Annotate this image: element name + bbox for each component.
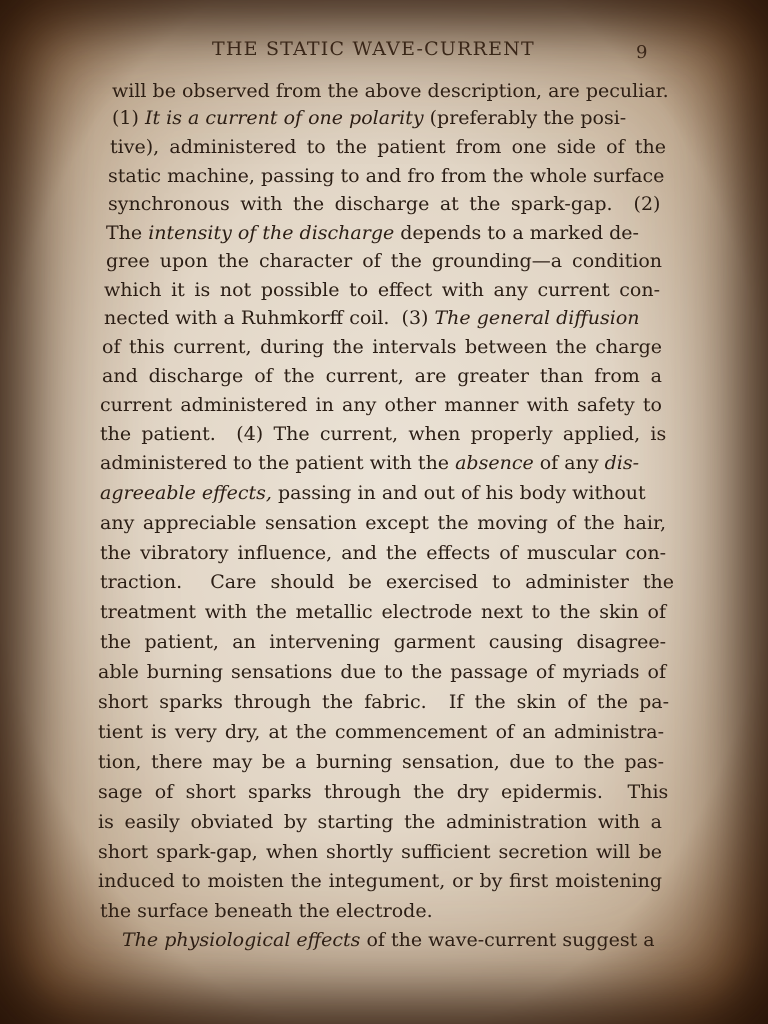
text-line: short spark-gap, when shortly sufficient secretion will be: [98, 841, 662, 863]
italic-phrase: dis-: [604, 452, 640, 474]
italic-phrase: intensity of the discharge: [148, 222, 395, 244]
text-line: is easily obviated by starting the administration with a: [98, 811, 662, 833]
text-line: traction. Care should be exercised to administer the: [100, 571, 674, 593]
text-line: (1) It is a current of one polarity (preferably the posi-: [112, 103, 668, 133]
text-line: the patient, an intervening garment causing disagree-: [100, 631, 666, 653]
text-line: short sparks through the fabric. If the skin of the pa-: [98, 691, 670, 713]
italic-phrase: The general diffusion: [434, 307, 640, 329]
text-line: nected with a Ruhmkorff coil. (3) The general diffusion: [104, 303, 662, 333]
text-line: treatment with the metallic electrode next to the skin of: [100, 601, 666, 623]
text-line: current administered in any other manner with safety to: [100, 394, 662, 416]
text-line: tion, there may be a burning sensation, due to the pas-: [98, 751, 664, 773]
text-line: of this current, during the intervals between the charge: [102, 336, 662, 358]
italic-phrase: The physiological effects: [122, 929, 361, 951]
text-line: synchronous with the discharge at the spark-gap. (2): [108, 193, 661, 215]
text-line: the surface beneath the electrode.: [100, 900, 433, 922]
text-line: and discharge of the current, are greater than from a: [102, 365, 662, 387]
text-line: The intensity of the discharge depends to a marked de-: [106, 218, 662, 248]
text-line: gree upon the character of the grounding—a condition: [106, 250, 662, 272]
text-line: static machine, passing to and fro from the whole surface: [108, 165, 665, 187]
text-line: able burning sensations due to the passage of myriads of: [98, 661, 666, 683]
text-line: induced to moisten the integument, or by first moistening: [98, 870, 662, 892]
text-line: which it is not possible to effect with any current con-: [104, 279, 660, 301]
text-line: the vibratory influence, and the effects of muscular con-: [100, 542, 666, 564]
running-head: THE STATIC WAVE-CURRENT: [212, 38, 535, 60]
italic-phrase: It is a current of one polarity: [144, 107, 424, 129]
italic-phrase: absence: [455, 452, 534, 474]
page-number: 9: [636, 42, 648, 63]
text-line: sage of short sparks through the dry epidermis. This: [98, 781, 669, 803]
text-line: agreeable effects, passing in and out of his body without: [100, 478, 664, 508]
page-header: [0, 38, 768, 64]
text-line: tient is very dry, at the commencement of an administra-: [98, 721, 664, 743]
text-line: tive), administered to the patient from one side of the: [110, 136, 666, 158]
italic-phrase: agreeable effects,: [100, 482, 272, 504]
text-line: will be observed from the above description, are peculiar.: [112, 80, 669, 102]
text-line: administered to the patient with the absence of any dis-: [100, 448, 664, 478]
text-line: the patient. (4) The current, when properly applied, is: [100, 423, 667, 445]
text-line: The physiological effects of the wave-current suggest a: [122, 925, 662, 955]
text-line: any appreciable sensation except the moving of the hair,: [100, 512, 666, 534]
